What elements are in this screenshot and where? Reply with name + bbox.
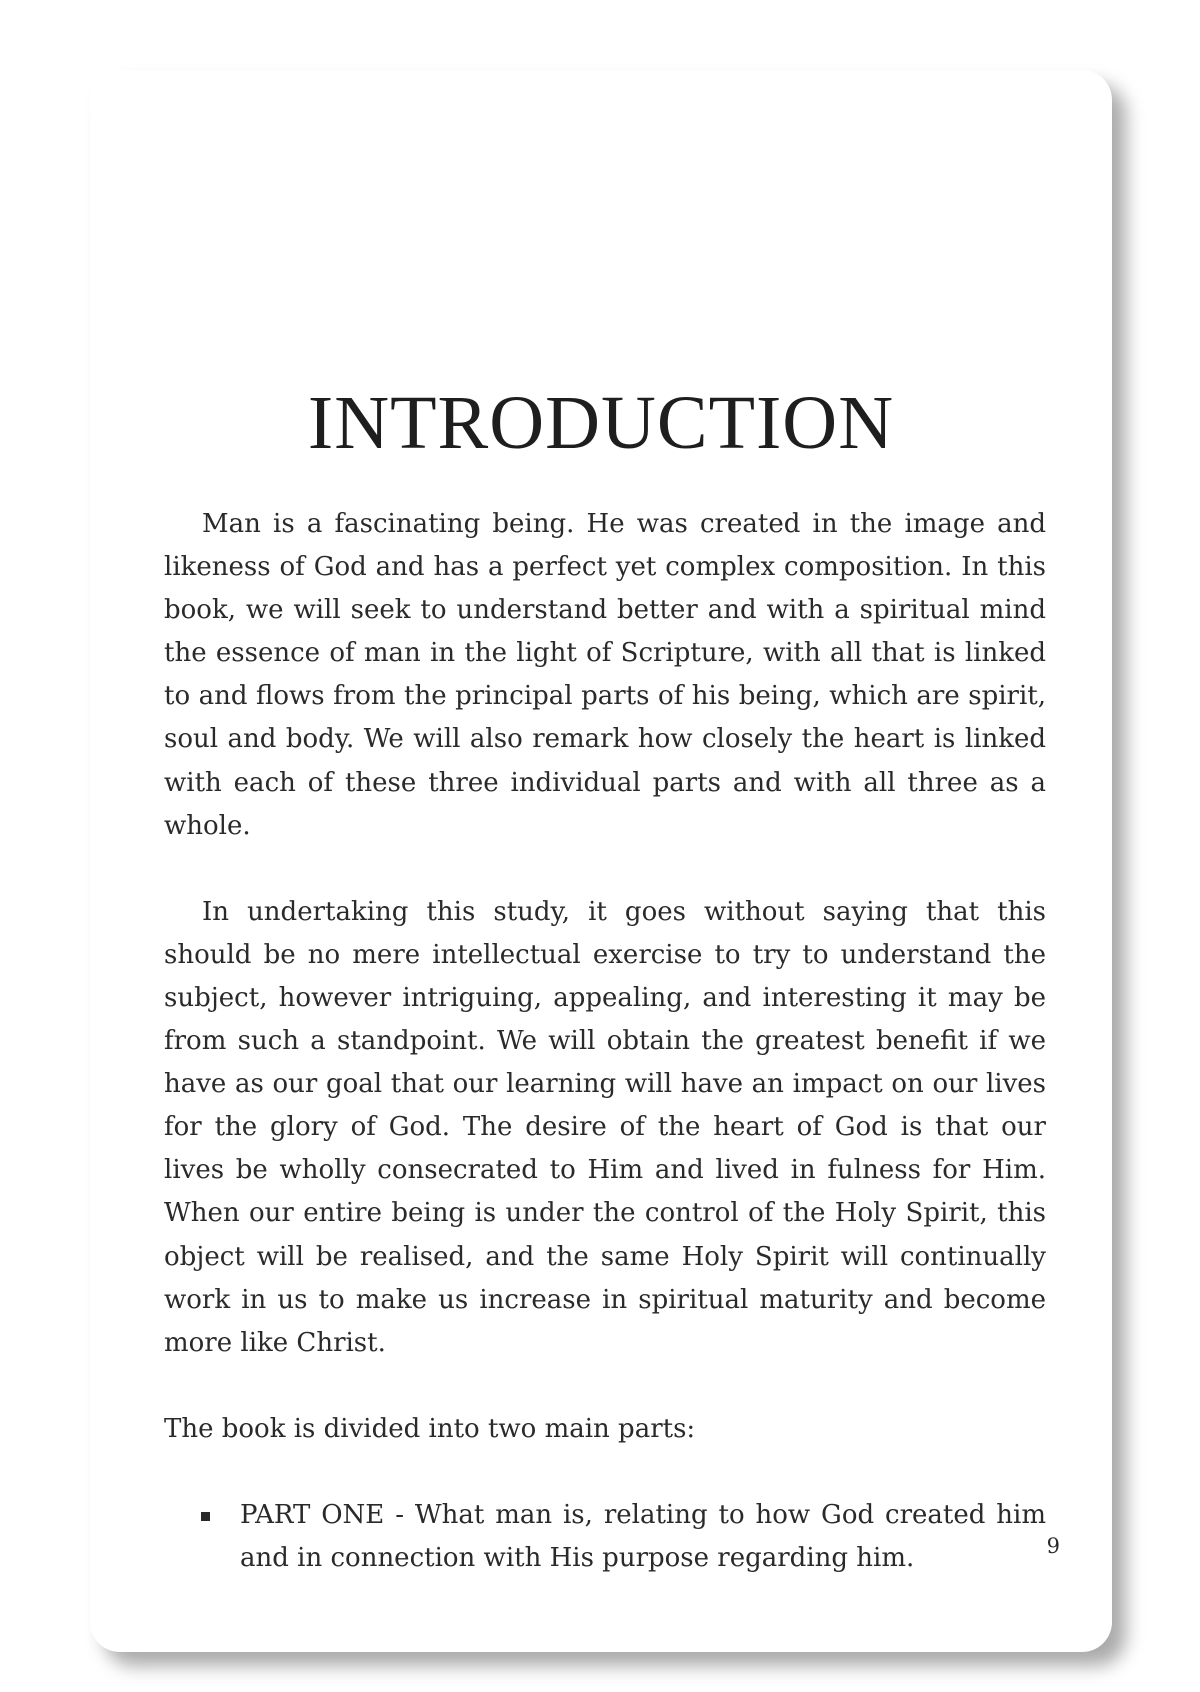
list-item-text: PART ONE - What man is, relating to how God created him and in connection with His purpose regarding him. [240, 1499, 1046, 1573]
book-page [90, 70, 1112, 1652]
paragraph-study: In undertaking this study, it goes without saying that this should be no mere intellectual exercise to try to understand the subject, however intriguing, appealing, and interesting it may be from such a standpoint. We will obtain the greatest benefit if we have as our goal that our learning will have an impact on our lives for the glory of God. The desire of the heart of God is that our lives be wholly consecrated to Him and lived in fulness for Him. When our entire being is under the control of the Holy Spirit, this object will be realised, and the same Holy Spirit will continually work in us to make us increase in spiritual maturity and become more like Christ. [164, 896, 1046, 1358]
page-number: 9 [1046, 1534, 1060, 1558]
parts-list [164, 1494, 1046, 1580]
list-item [164, 1494, 1046, 1580]
paragraph-intro: Man is a fascinating being. He was created in the image and likeness of God and has a perfect yet complex composition. In this book, we will seek to understand better and with a spiritual mind the essence of man in the light of Scripture, with all that is linked to and flows from the principal parts of his being, which are spirit, soul and body. We will also remark how closely the heart is linked with each of these three individual parts and with all three as a whole. [164, 509, 1046, 841]
page-title: INTRODUCTION [307, 381, 895, 465]
body-text [164, 503, 1046, 1580]
paragraph-division: The book is divided into two main parts: [164, 1413, 696, 1444]
square-bullet-icon [201, 1512, 210, 1521]
